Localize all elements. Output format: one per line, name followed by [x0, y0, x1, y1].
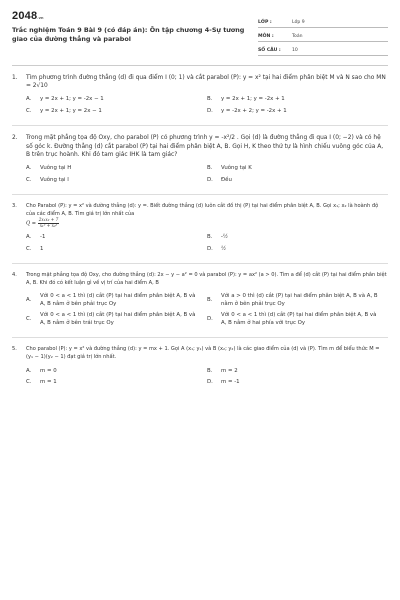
- option-text: Đều: [221, 176, 232, 183]
- option-b[interactable]: [207, 291, 388, 310]
- question-number: 4.: [12, 272, 17, 279]
- question-number: 3.: [12, 203, 17, 210]
- header-divider: [12, 65, 388, 66]
- option-a[interactable]: [26, 163, 207, 175]
- question-divider: [12, 337, 388, 338]
- option-letter: A.: [26, 96, 32, 103]
- question-4-options: [26, 291, 388, 329]
- option-letter: A.: [26, 234, 32, 241]
- option-text: Với 0 < a < 1 thì (d) cắt (P) tại hai điểm phân biệt A, B và A, B nằm ở bên trái trục Oy: [40, 312, 196, 326]
- option-c[interactable]: [26, 244, 207, 256]
- meta-count-label: SỐ CÂU :: [258, 48, 281, 53]
- option-text: -½: [221, 234, 229, 241]
- document-title: Trắc nghiệm Toán 9 Bài 9 (có đáp án): Ôn tập chương 4-Sự tương giao của đường thẳng và parabol: [12, 26, 245, 43]
- header-meta: [258, 14, 388, 56]
- question-text: Tìm phương trình đường thẳng (d) đi qua điểm I (0; 1) và cắt parabol (P): y = x² tại hai điểm phân biệt M và N sao cho MN = 2√10: [26, 75, 386, 90]
- option-letter: B.: [207, 234, 213, 241]
- header-left: [12, 10, 252, 56]
- option-text: m = 0: [40, 367, 57, 374]
- question-3-stem: [12, 203, 388, 228]
- question-5: [12, 346, 388, 388]
- option-a[interactable]: [26, 232, 207, 244]
- option-b[interactable]: [207, 163, 388, 175]
- header: [12, 10, 388, 56]
- question-1-stem: [12, 74, 388, 90]
- option-letter: B.: [207, 367, 213, 374]
- meta-subject-value: Toán: [292, 34, 303, 39]
- option-letter: D.: [207, 245, 213, 252]
- question-1: [12, 74, 388, 117]
- q-expression-prefix: Q =: [26, 220, 37, 227]
- option-text: m = 2: [221, 367, 238, 374]
- logo-text: 2048: [12, 10, 38, 22]
- option-c[interactable]: [26, 106, 207, 118]
- meta-count-row: [258, 42, 388, 56]
- option-letter: D.: [207, 316, 213, 323]
- option-d[interactable]: [207, 175, 388, 187]
- question-number: 2.: [12, 135, 18, 142]
- option-d[interactable]: [207, 377, 388, 389]
- option-letter: A.: [26, 367, 32, 374]
- meta-count-value: 10: [292, 48, 298, 53]
- option-text: Vuông tại K: [221, 165, 252, 172]
- question-number: 1.: [12, 75, 18, 81]
- question-text: Trong mặt phẳng tọa độ Oxy, cho đường thẳng (d): 2x − y − a² = 0 và parabol (P): y = ax² (a > 0). Tìm a để (d) cắt (P) tại hai điểm phân biệt A, B. Khi đó có kết luận gì về vị trí của hai điểm A, B: [26, 272, 387, 286]
- option-b[interactable]: [207, 232, 388, 244]
- meta-subject-row: [258, 28, 388, 42]
- option-letter: D.: [207, 176, 213, 183]
- question-2-options: [26, 163, 388, 186]
- option-text: Với 0 < a < 1 thì (d) cắt (P) tại hai điểm phân biệt A, B và A, B nằm ở hai phía với trục Oy: [221, 312, 377, 326]
- option-letter: D.: [207, 107, 213, 114]
- fraction-denominator: x₁² + x₂²: [39, 222, 58, 228]
- option-b[interactable]: [207, 366, 388, 378]
- option-c[interactable]: [26, 310, 207, 329]
- question-5-options: [26, 366, 388, 389]
- question-text: Cho Parabol (P): y = x² và đường thẳng (d): y =. Biết đường thẳng (d) luôn cắt đồ thị (P) tại hai điểm phân biệt A, B. Gọi x₁; x₂ là hoành độ của các điểm A, B. Tìm giá trị lớn nhất của: [26, 203, 379, 217]
- option-letter: C.: [26, 379, 32, 386]
- option-letter: D.: [207, 379, 213, 386]
- question-text: Trong mặt phẳng tọa độ Oxy, cho parabol (P) có phương trình y = -x²/2 . Gọi (d) là đường thẳng đi qua I (0; −2) và có hệ số góc k. Đường thẳng (d) cắt parabol (P) tại hai điểm phân biệt A, B. Gọi H, K theo thứ tự là hình chiếu vuông góc của A, B trên trục hoành. Khi đó tam giác IHK là tam giác?: [26, 135, 384, 158]
- question-text: Cho parabol (P): y = x² và đường thẳng (d): y = mx + 1. Gọi A (x₁; y₁) và B (x₂; y₂) là các giao điểm của (d) và (P). Tìm m để biểu thức M = (y₁ − 1)(y₂ − 1) đạt giá trị lớn nhất.: [26, 346, 380, 360]
- option-c[interactable]: [26, 377, 207, 389]
- option-letter: C.: [26, 316, 32, 323]
- question-2-stem: [12, 134, 388, 159]
- meta-class-value: Lớp 9: [292, 20, 305, 25]
- option-text: Vuông tại I: [40, 176, 69, 183]
- option-text: ½: [221, 245, 227, 252]
- question-list: [12, 74, 388, 389]
- option-text: y = 2x + 1; y = -2x − 1: [40, 96, 104, 103]
- option-text: Vuông tại H: [40, 165, 72, 172]
- option-letter: B.: [207, 165, 213, 172]
- option-text: 1: [40, 245, 44, 252]
- question-4-stem: [12, 272, 388, 287]
- question-text-wrap: [26, 203, 388, 228]
- option-letter: A.: [26, 297, 32, 304]
- option-letter: C.: [26, 245, 32, 252]
- option-text: Với 0 < a < 1 thì (d) cắt (P) tại hai điểm phân biệt A, B và A, B nằm ở bên phải trục Oy: [40, 293, 196, 307]
- option-letter: B.: [207, 297, 213, 304]
- option-b[interactable]: [207, 94, 388, 106]
- option-text: m = 1: [40, 379, 57, 386]
- question-divider: [12, 125, 388, 126]
- option-letter: B.: [207, 96, 213, 103]
- option-letter: C.: [26, 176, 32, 183]
- option-text: y = 2x + 1; y = 2x − 1: [40, 107, 102, 114]
- option-a[interactable]: [26, 291, 207, 310]
- question-divider: [12, 194, 388, 195]
- meta-subject-label: MÔN :: [258, 34, 274, 39]
- logo-suffix: .vn: [37, 15, 44, 20]
- option-text: m = -1: [221, 379, 240, 386]
- option-text: y = -2x + 2; y = -2x + 1: [221, 107, 287, 114]
- question-3: [12, 203, 388, 255]
- q-expression-fraction: [38, 218, 60, 228]
- fraction-numerator: 2x₁x₂ + 7: [38, 217, 59, 223]
- option-a[interactable]: [26, 366, 207, 378]
- site-logo[interactable]: [12, 10, 252, 22]
- option-letter: C.: [26, 107, 32, 114]
- question-number: 5.: [12, 346, 17, 353]
- question-5-stem: [12, 346, 388, 361]
- option-text: -1: [40, 234, 46, 241]
- question-4: [12, 272, 388, 329]
- option-a[interactable]: [26, 94, 207, 106]
- question-1-options: [26, 94, 388, 117]
- option-d[interactable]: [207, 310, 388, 329]
- option-d[interactable]: [207, 106, 388, 118]
- option-d[interactable]: [207, 244, 388, 256]
- question-3-options: [26, 232, 388, 255]
- question-divider: [12, 263, 388, 264]
- option-letter: A.: [26, 165, 32, 172]
- meta-class-label: LỚP :: [258, 20, 272, 25]
- option-c[interactable]: [26, 175, 207, 187]
- option-text: Với a > 0 thì (d) cắt (P) tại hai điểm phân biệt A, B và A, B nằm ở bên phải trục Oy: [221, 293, 378, 307]
- question-2: [12, 134, 388, 186]
- meta-class-row: [258, 14, 388, 28]
- option-text: y = 2x + 1; y = -2x + 1: [221, 96, 285, 103]
